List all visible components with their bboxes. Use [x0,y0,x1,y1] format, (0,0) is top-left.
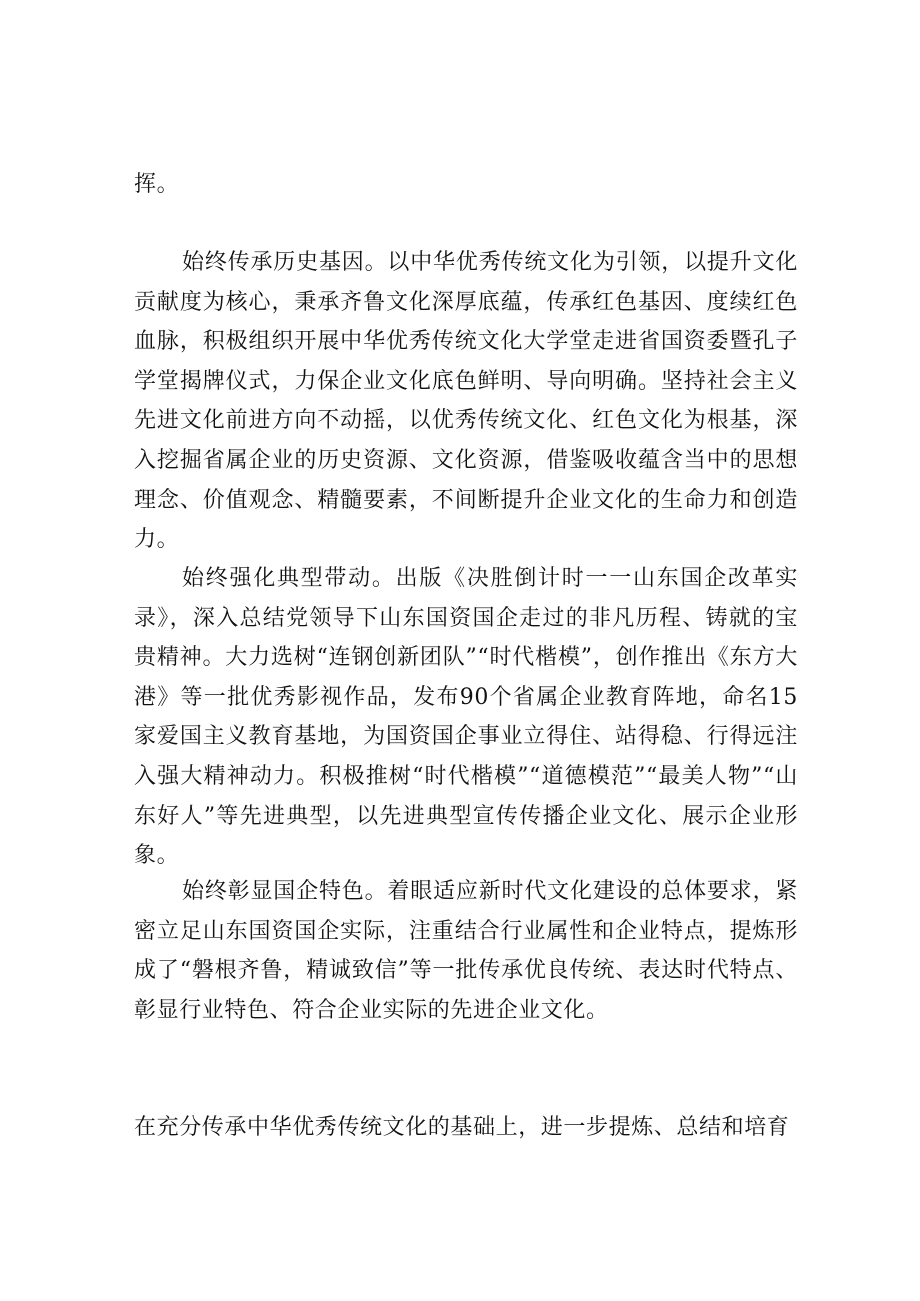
paragraph-typical-models: 始终强化典型带动。出版《决胜倒计时一一山东国企改革实录》，深入总结党领导下山东国资国企走过的非凡历程、铸就的宝贵精神。大力选树“连钢创新团队”“时代楷模”，创作推出《东方大港》等一批优秀影视作品，发布90个省属企业教育阵地，命名15家爱国主义教育基地，为国资国企事业立得住、站得稳、行得远注入强大精神动力。积极推树“时代楷模”“道德模范”“最美人物”“山东好人”等先进典型，以先进典型宣传传播企业文化、展示企业形象。 [134,566,798,869]
paragraph-continuation: 挥。 [134,172,180,197]
paragraph-trailing: 在充分传承中华优秀传统文化的基础上，进一步提炼、总结和培育 [134,1115,790,1140]
paragraph-history-gene: 始终传承历史基因。以中华优秀传统文化为引领，以提升文化贡献度为核心，秉承齐鲁文化深厚底蕴，传承红色基因、度续红色血脉，积极组织开展中华优秀传统文化大学堂走进省国资委暨孔子学堂揭牌仪式，力保企业文化底色鲜明、导向明确。坚持社会主义先进文化前进方向不动摇，以优秀传统文化、红色文化为根基，深入挖掘省属企业的历史资源、文化资源，借鉴吸收蕴含当中的思想理念、价值观念、精髓要素，不间断提升企业文化的生命力和创造力。 [134,250,798,553]
paragraph-soe-features: 始终彰显国企特色。着眼适应新时代文化建设的总体要求，紧密立足山东国资国企实际，注重结合行业属性和企业特点，提炼形成了“磐根齐鲁，精诚致信”等一批传承优良传统、表达时代特点、彰显行业特色、符合企业实际的先进企业文化。 [134,879,798,1023]
